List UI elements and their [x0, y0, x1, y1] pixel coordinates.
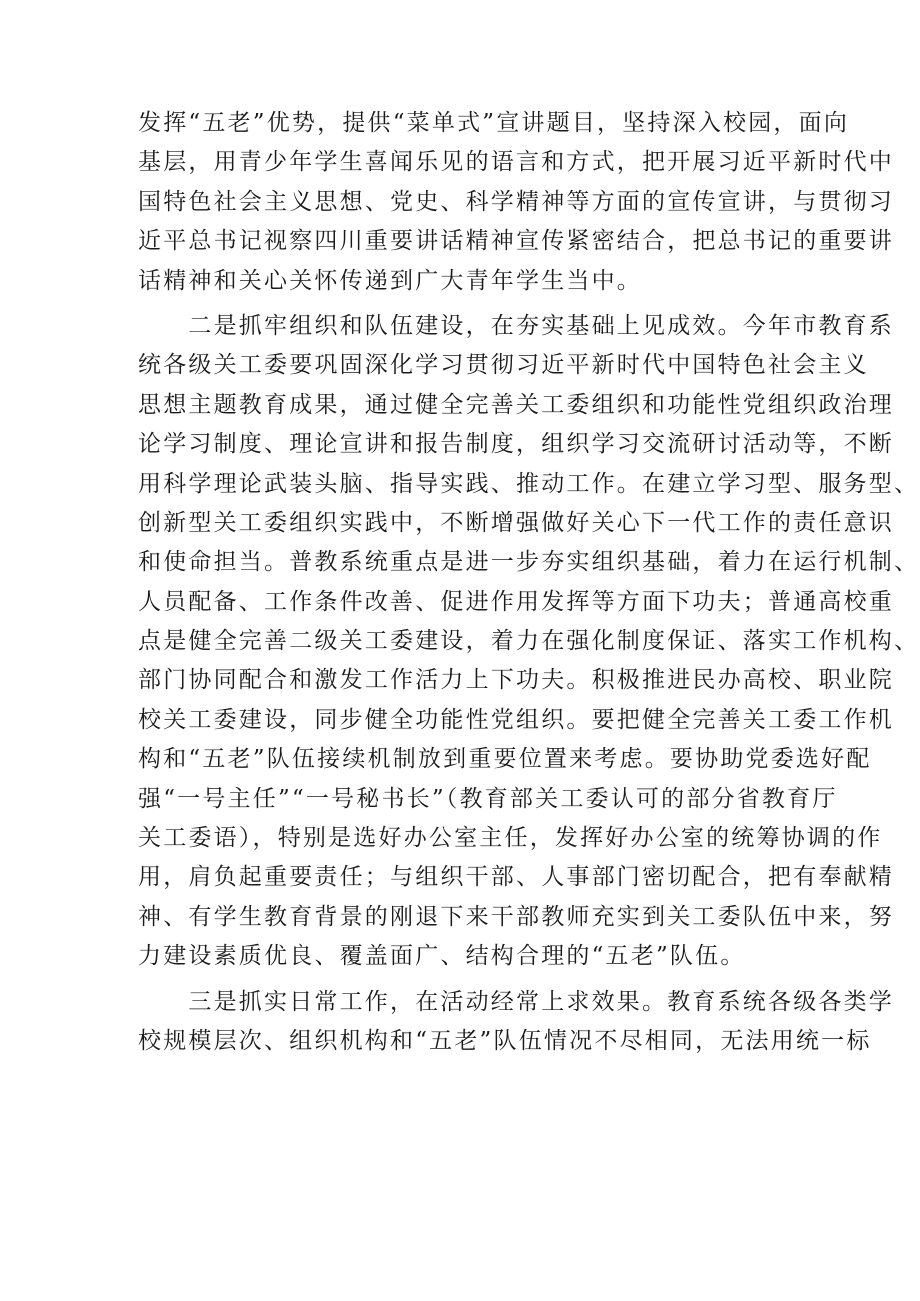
text-line: 创新型关工委组织实践中，不断增强做好关心下一代工作的责任意识 [138, 509, 894, 536]
text-line: 点是健全完善二级关工委建设，着力在强化制度保证、落实工作机构、 [138, 628, 920, 655]
text-line: 统各级关工委要巩固深化学习贯彻习近平新时代中国特色社会主义 [138, 352, 869, 379]
text-line: 三是抓实日常工作，在活动经常上求效果。教育系统各级各类学 [138, 988, 894, 1015]
text-line: 基层，用青少年学生喜闻乐见的语言和方式，把开展习近平新时代中 [138, 149, 894, 176]
paragraph-continued [138, 104, 894, 301]
text-line: 强“一号主任”“一号秘书长”（教育部关工委认可的部分省教育厅 [138, 785, 838, 812]
body-text [138, 104, 920, 1061]
text-line: 神、有学生教育背景的刚退下来干部教师充实到关工委队伍中来，努 [138, 903, 894, 930]
text-line: 发挥“五老”优势，提供“菜单式”宣讲题目，坚持深入校园，面向 [138, 110, 850, 136]
text-line: 和使命担当。普教系统重点是进一步夯实组织基础，着力在运行机制、 [138, 549, 920, 576]
paragraph-three [138, 983, 894, 1062]
text-line: 校规模层次、组织机构和“五老”队伍情况不尽相同，无法用统一标 [138, 1027, 872, 1054]
text-line: 二是抓牢组织和队伍建设，在夯实基础上见成效。今年市教育系 [138, 312, 894, 339]
paragraph-two [138, 307, 920, 977]
text-line: 话精神和关心关怀传递到广大青年学生当中。 [138, 267, 642, 294]
text-line: 近平总书记视察四川重要讲话精神宣传紧密结合，把总书记的重要讲 [138, 228, 894, 255]
text-line: 部门协同配合和激发工作活力上下功夫。积极推进民办高校、职业院 [138, 667, 894, 694]
text-line: 力建设素质优良、覆盖面广、结构合理的“五老”队伍。 [138, 943, 746, 970]
text-line: 构和“五老”队伍接续机制放到重要位置来考虑。要协助党委选好配 [138, 746, 872, 773]
text-line: 论学习制度、理论宣讲和报告制度，组织学习交流研讨活动等，不断 [138, 431, 894, 458]
text-line: 人员配备、工作条件改善、促进作用发挥等方面下功夫；普通高校重 [138, 588, 894, 615]
text-line: 关工委语），特别是选好办公室主任，发挥好办公室的统筹协调的作 [138, 825, 883, 852]
text-line: 国特色社会主义思想、党史、科学精神等方面的宣传宣讲，与贯彻习 [138, 188, 894, 215]
text-line: 思想主题教育成果，通过健全完善关工委组织和功能性党组织政治理 [138, 391, 894, 418]
text-line: 校关工委建设，同步健全功能性党组织。要把健全完善关工委工作机 [138, 706, 894, 733]
text-line: 用科学理论武装头脑、指导实践、推动工作。在建立学习型、服务型、 [138, 470, 920, 497]
text-line: 用，肩负起重要责任；与组织干部、人事部门密切配合，把有奉献精 [138, 864, 894, 891]
